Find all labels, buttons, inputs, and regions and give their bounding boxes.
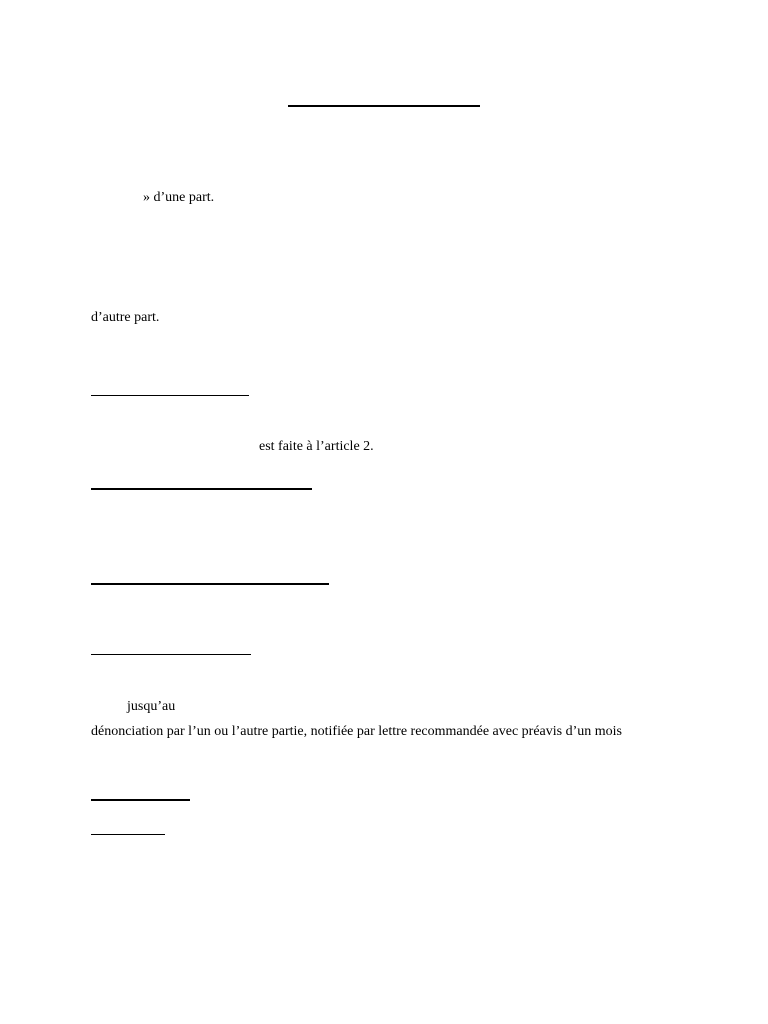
dune-part-text: » d’une part.	[143, 190, 215, 205]
article-reference-text: est faite à l’article 2.	[259, 439, 374, 454]
heading-underline-6	[91, 834, 165, 835]
denonciation-text: dénonciation par l’un ou l’autre partie, notifiée par lettre recommandée avec préavis d’un mois	[91, 724, 623, 739]
title-underline	[288, 105, 480, 107]
heading-underline-2	[91, 488, 312, 490]
jusquau-text: jusqu’au	[127, 699, 176, 714]
dautre-part-text: d’autre part.	[91, 310, 160, 325]
heading-underline-1	[91, 395, 249, 396]
heading-underline-3	[91, 583, 329, 585]
heading-underline-4	[91, 654, 251, 655]
heading-underline-5	[91, 799, 190, 801]
